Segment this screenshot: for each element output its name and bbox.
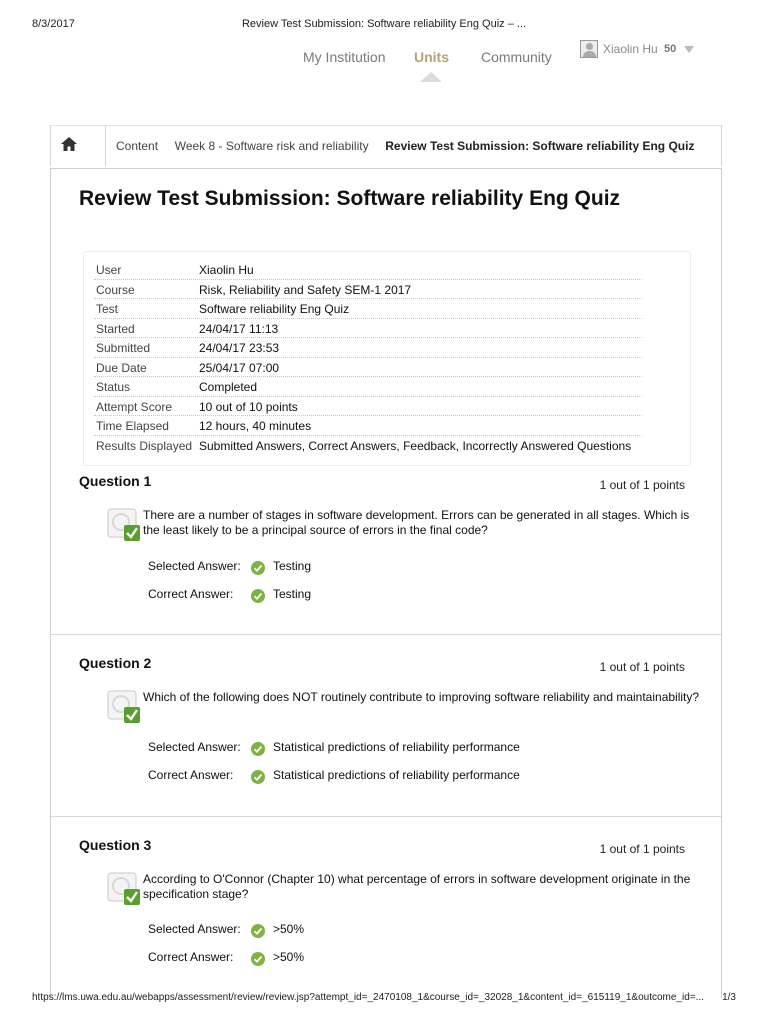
details-label: User xyxy=(96,263,122,277)
selected-answer-label: Selected Answer: xyxy=(148,922,241,936)
top-navigation xyxy=(0,40,768,84)
details-row xyxy=(94,397,642,417)
breadcrumb-week-title[interactable]: Software risk and reliability xyxy=(225,139,369,153)
details-row xyxy=(94,260,642,280)
details-row xyxy=(94,377,642,397)
home-button[interactable] xyxy=(51,126,106,166)
details-value: 12 hours, 40 minutes xyxy=(199,419,312,433)
question-text: Which of the following does NOT routinely contribute to improving software reliability and maintainability? xyxy=(143,690,700,704)
nav-community[interactable]: Community xyxy=(481,49,552,65)
submission-details xyxy=(83,251,691,466)
details-row xyxy=(94,436,642,456)
question-text: There are a number of stages in software development. Errors can be generated in all stages. Which is the least likely to be a principal source of errors in the final code? xyxy=(143,508,690,537)
check-circle-icon xyxy=(251,589,265,603)
question-points: 1 out of 1 points xyxy=(599,660,685,674)
details-value: 25/04/17 07:00 xyxy=(199,360,280,375)
details-label: Due Date xyxy=(96,360,147,375)
selected-answer-value: Testing xyxy=(273,559,312,573)
details-label: Started xyxy=(96,321,135,336)
print-url: https://lms.uwa.edu.au/webapps/assessment/review/review.jsp?attempt_id=_2470108_1&course_id=_32028_1&content_id=_615119_1&outcome_id=... xyxy=(32,992,704,1003)
question-title: Question 2 xyxy=(79,655,152,671)
breadcrumb-week[interactable]: Week 8 xyxy=(174,139,216,153)
breadcrumb-trail xyxy=(116,139,694,153)
selected-answer-label: Selected Answer: xyxy=(148,740,241,754)
breadcrumb-separator: - xyxy=(218,139,223,153)
details-label: Course xyxy=(96,282,135,297)
details-label: Results Displayed xyxy=(96,438,193,453)
divider xyxy=(51,634,721,635)
correct-answer-value: Testing xyxy=(273,587,312,601)
details-value: 24/04/17 23:53 xyxy=(199,341,280,355)
details-value: Submitted Answers, Correct Answers, Feedback, Incorrectly Answered Questions xyxy=(199,438,632,453)
details-label: Submitted xyxy=(96,341,151,355)
check-circle-icon xyxy=(251,742,265,756)
question-points: 1 out of 1 points xyxy=(599,478,685,492)
chevron-down-icon[interactable] xyxy=(684,46,694,53)
details-value: Completed xyxy=(199,380,258,394)
check-circle-icon xyxy=(251,770,265,784)
details-row xyxy=(94,358,642,378)
print-document-title: Review Test Submission: Software reliability Eng Quiz – ... xyxy=(241,18,527,30)
print-date: 8/3/2017 xyxy=(32,18,75,30)
details-value: 10 out of 10 points xyxy=(199,399,298,414)
active-tab-caret-icon xyxy=(420,72,442,82)
print-footer xyxy=(32,992,736,1006)
details-label: Attempt Score xyxy=(96,399,173,414)
correct-answer-value: >50% xyxy=(273,950,305,964)
notification-count-badge[interactable]: 50 xyxy=(664,43,677,55)
details-value: Software reliability Eng Quiz xyxy=(199,302,350,316)
details-label: Time Elapsed xyxy=(96,419,169,433)
correct-status-icon xyxy=(107,690,141,724)
user-name: Xiaolin Hu xyxy=(603,42,658,56)
avatar-icon xyxy=(580,40,598,58)
check-circle-icon xyxy=(251,952,265,966)
check-circle-icon xyxy=(251,561,265,575)
divider xyxy=(51,816,721,817)
question-title: Question 1 xyxy=(79,473,152,489)
details-row xyxy=(94,416,642,436)
details-value: Risk, Reliability and Safety SEM-1 2017 xyxy=(199,282,412,297)
breadcrumb-content[interactable]: Content xyxy=(116,139,159,153)
details-label: Status xyxy=(96,380,131,394)
details-row xyxy=(94,299,642,319)
selected-answer-label: Selected Answer: xyxy=(148,559,241,573)
details-row xyxy=(94,338,642,358)
details-label: Test xyxy=(96,302,119,316)
content-panel xyxy=(50,168,722,998)
question-points: 1 out of 1 points xyxy=(599,842,685,856)
page-title: Review Test Submission: Software reliability Eng Quiz xyxy=(79,187,621,210)
details-value: Xiaolin Hu xyxy=(199,263,254,277)
nav-units[interactable]: Units xyxy=(414,49,449,65)
correct-status-icon xyxy=(107,508,141,542)
selected-answer-value: >50% xyxy=(273,922,305,936)
correct-answer-label: Correct Answer: xyxy=(148,768,234,782)
check-circle-icon xyxy=(251,924,265,938)
correct-answer-label: Correct Answer: xyxy=(148,587,234,601)
nav-my-institution[interactable]: My Institution xyxy=(303,49,386,65)
details-row xyxy=(94,280,642,300)
page-number: 1/3 xyxy=(722,992,736,1003)
correct-status-icon xyxy=(107,872,141,906)
details-row xyxy=(94,319,642,339)
details-value: 24/04/17 11:13 xyxy=(199,321,279,336)
question-title: Question 3 xyxy=(79,837,152,853)
question-text: According to O'Connor (Chapter 10) what percentage of errors in software development originate in the specification stage? xyxy=(143,872,691,901)
breadcrumb xyxy=(50,125,722,166)
correct-answer-label: Correct Answer: xyxy=(148,950,234,964)
correct-answer-value: Statistical predictions of reliability performance xyxy=(273,768,520,782)
selected-answer-value: Statistical predictions of reliability performance xyxy=(273,740,520,754)
home-icon xyxy=(60,136,78,152)
breadcrumb-current: Review Test Submission: Software reliability Eng Quiz xyxy=(385,139,695,153)
print-header xyxy=(32,18,736,32)
